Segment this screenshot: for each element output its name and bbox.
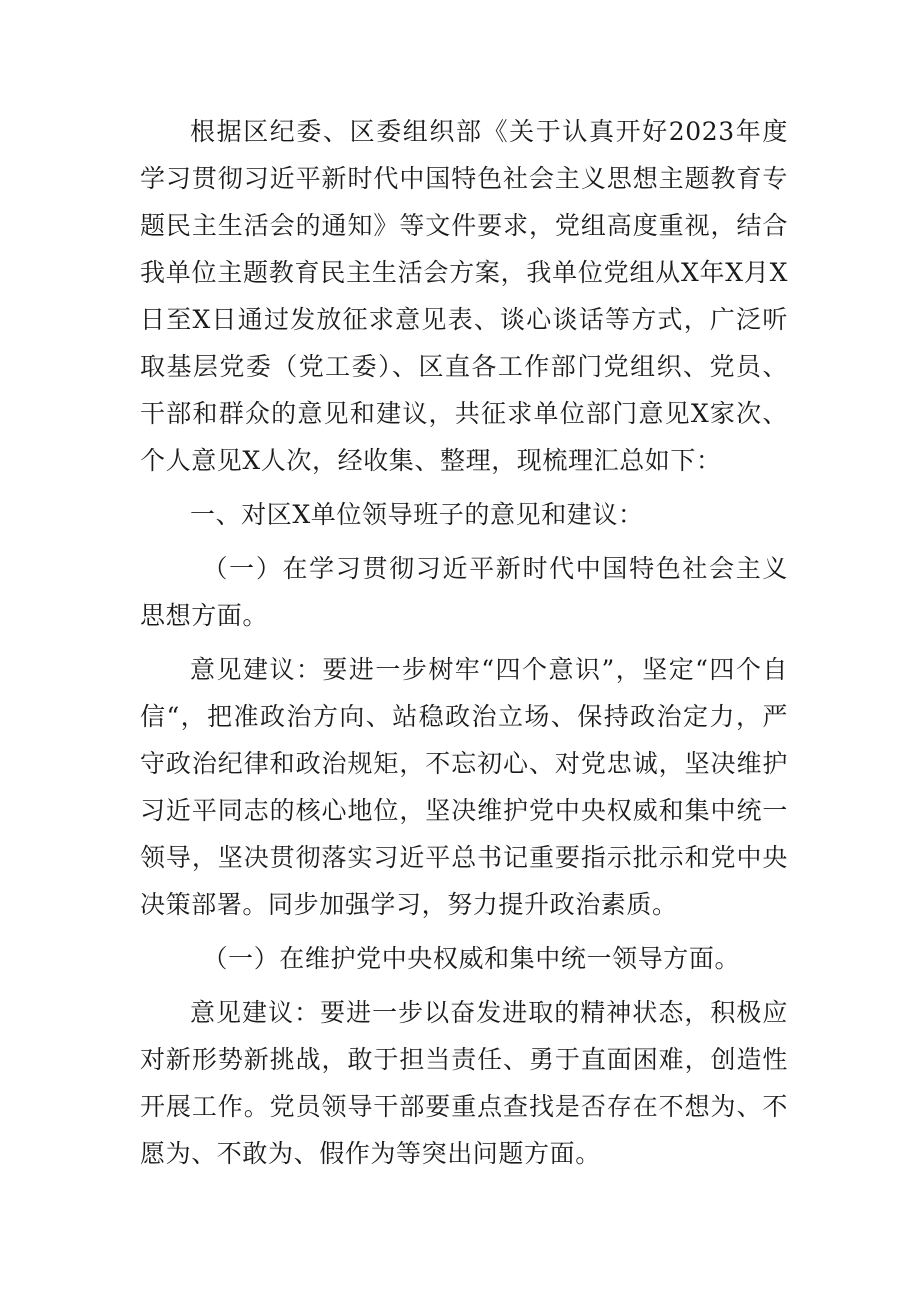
- section-heading-1: 一、对区X单位领导班子的意见和建议：: [190, 500, 644, 529]
- paragraph-intro: 根据区纪委、区委组织部《关于认真开好2023年度学习贯彻习近平新时代中国特色社会主义思想主题教育专题民主生活会的通知》等文件要求，党组高度重视，结合我单位主题教育民主生活会方案，我单位党组从X年X月X日至X日通过发放征求意见表、谈心谈话等方式，广泛听取基层党委（党工委）、区直各工作部门党组织、党员、干部和群众的意见和建议，共征求单位部门意见X家次、个人意见X人次，经收集、整理，现梳理汇总如下：: [140, 117, 788, 475]
- subsection-heading-authority: （一）在维护党中央权威和集中统一领导方面。: [202, 944, 741, 973]
- document-body: [140, 108, 788, 1177]
- subsection-heading-study: （一）在学习贯彻习近平新时代中国特色社会主义思想方面。: [140, 554, 788, 630]
- paragraph-suggestion-study: 意见建议：要进一步树牢“四个意识”，坚定“四个自信“，把准政治方向、站稳政治立场、保持政治定力，严守政治纪律和政治规矩，不忘初心、对党忠诚，坚决维护习近平同志的核心地位，坚决维护党中央权威和集中统一领导，坚决贯彻落实习近平总书记重要指示批示和党中央决策部署。同步加强学习，努力提升政治素质。: [140, 655, 788, 919]
- paragraph-suggestion-authority: 意见建议：要进一步以奋发进取的精神状态，积极应对新形势新挑战，敢于担当责任、勇于直面困难，创造性开展工作。党员领导干部要重点查找是否存在不想为、不愿为、不敢为、假作为等突出问题方面。: [140, 998, 788, 1168]
